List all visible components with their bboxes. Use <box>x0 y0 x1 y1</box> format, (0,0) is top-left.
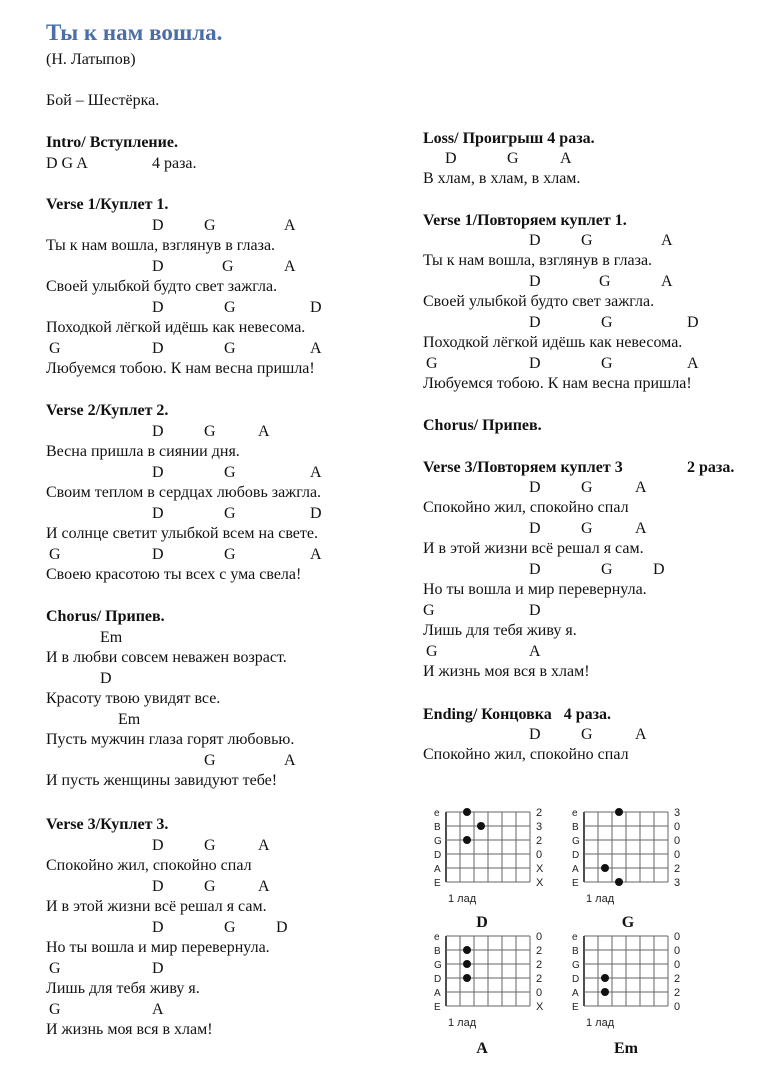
fret-number: 2 <box>536 808 543 819</box>
verse3-repeat-count: 2 раза. <box>687 459 735 476</box>
chord: G <box>224 546 236 563</box>
chorus-repeat-header: Chorus/ Припев. <box>423 417 542 434</box>
finger-dot <box>615 808 623 816</box>
chord: D <box>653 561 665 578</box>
lyric-line: Походкой лёгкой идёшь как невесома. <box>423 334 683 351</box>
song-author: (Н. Латыпов) <box>46 51 136 68</box>
chord: G <box>49 340 61 357</box>
fret-number: 3 <box>674 808 681 819</box>
fret-label: 1 лад <box>586 893 615 905</box>
lyric-line: Лишь для тебя живу я. <box>423 622 577 639</box>
finger-dot <box>463 808 471 816</box>
chord: D <box>529 602 541 619</box>
chord: D <box>529 355 541 372</box>
chord: G <box>601 314 613 331</box>
chord: A <box>258 878 270 895</box>
chord: D <box>152 505 164 522</box>
fret-label: 1 лад <box>586 1017 615 1029</box>
chord: D <box>310 505 322 522</box>
chord: G <box>204 217 216 234</box>
fret-number: 0 <box>674 932 681 943</box>
fret-number: 0 <box>536 987 543 999</box>
chord: D <box>152 837 164 854</box>
chord: D <box>152 299 164 316</box>
string-name: D <box>434 974 442 985</box>
verse1-repeat-header: Verse 1/Повторяем куплет 1. <box>423 212 627 229</box>
lyric-line: Спокойно жил, спокойно спал <box>46 857 252 874</box>
fret-number: 2 <box>536 945 543 957</box>
chord: D <box>529 314 541 331</box>
chord: D <box>152 464 164 481</box>
chord: A <box>635 726 647 743</box>
lyric-line: Своим теплом в сердцах любовь зажгла. <box>46 484 322 501</box>
chord: D <box>529 273 541 290</box>
lyric-line: Своей улыбкой будто свет зажгла. <box>423 293 655 310</box>
chord: D <box>152 423 164 440</box>
fret-label: 1 лад <box>448 893 477 905</box>
chord: G <box>204 423 216 440</box>
chord: G <box>581 479 593 496</box>
string-name: B <box>434 946 441 957</box>
chord: A <box>310 340 322 357</box>
lyric-line: Спокойно жил, спокойно спал <box>423 499 629 516</box>
string-name: B <box>434 822 441 833</box>
chord: G <box>599 273 611 290</box>
chord: G <box>601 561 613 578</box>
fret-number: X <box>536 1001 544 1013</box>
string-name: e <box>434 932 440 943</box>
chord: G <box>224 299 236 316</box>
finger-dot <box>463 946 471 954</box>
loss-header: Loss/ Проигрыш 4 раза. <box>423 130 595 147</box>
string-name: e <box>572 932 578 943</box>
lyric-line: И в этой жизни всё решал я сам. <box>46 898 267 915</box>
finger-dot <box>601 974 609 982</box>
chord: Em <box>118 711 141 728</box>
chord: G <box>426 355 438 372</box>
lyric-line: Ты к нам вошла, взглянув в глаза. <box>423 252 653 269</box>
chord: A <box>284 752 296 769</box>
chord: G <box>204 752 216 769</box>
chord-diagram-D <box>426 808 546 912</box>
lyric-line: И жизнь моя вся в хлам! <box>423 663 590 680</box>
intro-repeat: 4 раза. <box>152 155 197 172</box>
verse3-header: Verse 3/Куплет 3. <box>46 816 169 833</box>
fret-number: 0 <box>674 1001 681 1013</box>
left-column <box>46 0 416 1080</box>
fret-number: 2 <box>536 973 543 985</box>
string-name: A <box>572 864 579 875</box>
string-name: D <box>434 850 442 861</box>
string-name: A <box>434 988 441 999</box>
verse1-header: Verse 1/Куплет 1. <box>46 196 169 213</box>
chord: G <box>49 960 61 977</box>
chord: A <box>635 479 647 496</box>
chord-label-A: A <box>476 1040 488 1057</box>
lyric-line: Ты к нам вошла, взглянув в глаза. <box>46 237 276 254</box>
chord: D <box>152 878 164 895</box>
verse3-repeat-header: Verse 3/Повторяем куплет 3 <box>423 459 623 476</box>
string-name: G <box>572 960 580 971</box>
chord: G <box>224 464 236 481</box>
chord: A <box>310 546 322 563</box>
lyric-line: И в любви совсем неважен возраст. <box>46 649 287 666</box>
string-name: A <box>434 864 441 875</box>
chord: D <box>152 919 164 936</box>
chord: Em <box>100 629 123 646</box>
song-title: Ты к нам вошла. <box>46 20 223 45</box>
finger-dot <box>615 878 623 886</box>
string-name: B <box>572 946 579 957</box>
fret-number: X <box>536 877 544 889</box>
lyric-line: Своею красотою ты всех с ума свела! <box>46 566 302 583</box>
chord: G <box>222 258 234 275</box>
fret-number: 0 <box>674 835 681 847</box>
lyric-line: В хлам, в хлам, в хлам. <box>423 170 581 187</box>
intro-header: Intro/ Вступление. <box>46 134 178 151</box>
chord: D <box>152 546 164 563</box>
chord: A <box>661 232 673 249</box>
fret-number: 2 <box>674 863 681 875</box>
chord: D <box>100 670 112 687</box>
chord: A <box>284 258 296 275</box>
string-name: e <box>572 808 578 819</box>
chord: A <box>529 643 541 660</box>
chord: A <box>310 464 322 481</box>
lyric-line: И в этой жизни всё решал я сам. <box>423 540 644 557</box>
fret-number: 0 <box>674 821 681 833</box>
chord: G <box>423 602 435 619</box>
fret-number: 0 <box>536 932 543 943</box>
chord-diagram-Em <box>564 932 684 1036</box>
chord: G <box>601 355 613 372</box>
fret-number: 0 <box>674 945 681 957</box>
fret-number: 3 <box>674 877 681 889</box>
fret-number: 0 <box>536 849 543 861</box>
ending-header: Ending/ Концовка 4 раза. <box>423 706 612 723</box>
chord: G <box>204 837 216 854</box>
string-name: G <box>434 960 442 971</box>
fret-number: 2 <box>536 835 543 847</box>
string-name: E <box>572 1002 579 1013</box>
chord-label-D: D <box>476 914 488 931</box>
fret-number: 2 <box>674 973 681 985</box>
string-name: E <box>572 878 579 889</box>
string-name: G <box>572 836 580 847</box>
finger-dot <box>463 974 471 982</box>
chord: G <box>426 643 438 660</box>
chord: D <box>529 479 541 496</box>
lyric-line: И жизнь моя вся в хлам! <box>46 1021 213 1038</box>
chord: G <box>581 726 593 743</box>
chord: G <box>581 232 593 249</box>
string-name: D <box>572 850 580 861</box>
finger-dot <box>601 864 609 872</box>
chord: D <box>529 232 541 249</box>
chord: D <box>445 150 457 167</box>
chord: A <box>661 273 673 290</box>
chord: G <box>581 520 593 537</box>
string-name: e <box>434 808 440 819</box>
fret-number: 0 <box>674 849 681 861</box>
lyric-line: Но ты вошла и мир перевернула. <box>46 939 270 956</box>
lyric-line: Спокойно жил, спокойно спал <box>423 746 629 763</box>
chord: G <box>49 546 61 563</box>
string-name: G <box>434 836 442 847</box>
chord: A <box>635 520 647 537</box>
chord: D <box>529 520 541 537</box>
chord: G <box>204 878 216 895</box>
string-name: A <box>572 988 579 999</box>
chord: G <box>507 150 519 167</box>
lyric-line: Походкой лёгкой идёшь как невесома. <box>46 319 306 336</box>
lyric-line: Любуемся тобою. К нам весна пришла! <box>46 360 315 377</box>
chord: D <box>529 561 541 578</box>
chord: D <box>276 919 288 936</box>
right-column <box>423 0 778 780</box>
fret-number: 2 <box>674 987 681 999</box>
string-name: E <box>434 878 441 889</box>
chord: A <box>152 1001 164 1018</box>
lyric-line: Весна пришла в сиянии дня. <box>46 443 240 460</box>
chord: D <box>310 299 322 316</box>
chord: A <box>258 423 270 440</box>
chord: A <box>284 217 296 234</box>
chord: A <box>687 355 699 372</box>
chord-label-G: G <box>621 914 635 931</box>
fret-number: 2 <box>536 959 543 971</box>
finger-dot <box>477 822 485 830</box>
lyric-line: И солнце светит улыбкой всем на свете. <box>46 525 318 542</box>
lyric-line: Лишь для тебя живу я. <box>46 980 200 997</box>
chord: D <box>687 314 699 331</box>
string-name: E <box>434 1002 441 1013</box>
fret-number: X <box>536 863 544 875</box>
lyric-line: Красоту твою увидят все. <box>46 690 221 707</box>
intro-chords: D G A <box>46 155 88 172</box>
chord: D <box>152 340 164 357</box>
chord: G <box>224 340 236 357</box>
chord: G <box>49 1001 61 1018</box>
chord: D <box>529 726 541 743</box>
finger-dot <box>601 988 609 996</box>
chord: D <box>152 960 164 977</box>
chord: G <box>224 919 236 936</box>
chord: D <box>152 217 164 234</box>
fret-number: 0 <box>674 959 681 971</box>
verse2-header: Verse 2/Куплет 2. <box>46 402 169 419</box>
chord-diagram-G <box>564 808 684 912</box>
finger-dot <box>463 836 471 844</box>
string-name: D <box>572 974 580 985</box>
string-name: B <box>572 822 579 833</box>
lyric-line: Любуемся тобою. К нам весна пришла! <box>423 375 692 392</box>
fret-number: 3 <box>536 821 543 833</box>
chorus-header: Chorus/ Припев. <box>46 608 165 625</box>
fret-label: 1 лад <box>448 1017 477 1029</box>
chord-diagram-A <box>426 932 546 1036</box>
lyric-line: И пусть женщины завидуют тебе! <box>46 772 278 789</box>
chord-label-Em: Em <box>614 1040 638 1057</box>
chord: A <box>258 837 270 854</box>
chord: A <box>560 150 572 167</box>
chord: G <box>224 505 236 522</box>
lyric-line: Но ты вошла и мир перевернула. <box>423 581 647 598</box>
strum-pattern: Бой – Шестёрка. <box>46 92 160 109</box>
lyric-line: Пусть мужчин глаза горят любовью. <box>46 731 295 748</box>
chord: D <box>152 258 164 275</box>
lyric-line: Своей улыбкой будто свет зажгла. <box>46 278 278 295</box>
finger-dot <box>463 960 471 968</box>
